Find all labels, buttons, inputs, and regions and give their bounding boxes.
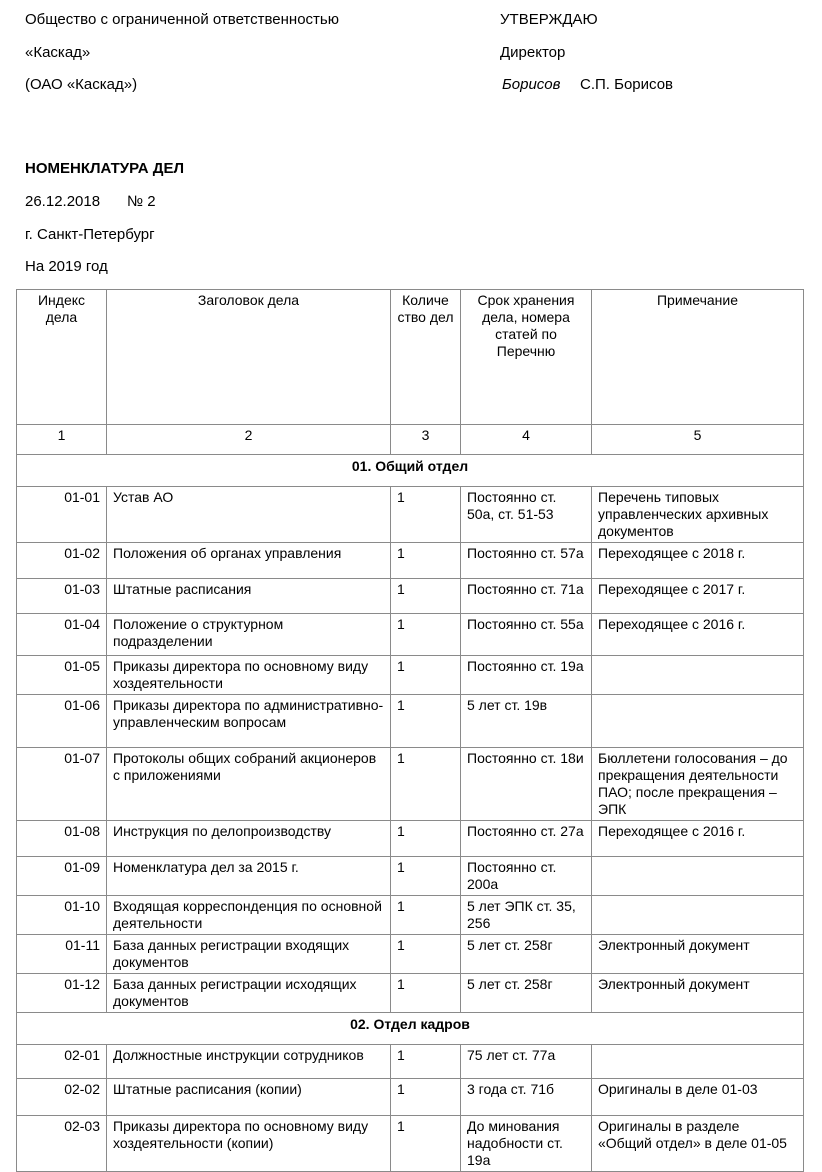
cell-title: Устав АО	[107, 487, 391, 543]
cell-index: 02-02	[17, 1079, 107, 1116]
cell-count: 1	[391, 974, 461, 1013]
cell-term: Постоянно ст. 50а, ст. 51-53	[461, 487, 592, 543]
header-note: Примечание	[592, 290, 804, 425]
cell-title: Номенклатура дел за 2015 г.	[107, 857, 391, 896]
cell-title: База данных регистрации исходящих документов	[107, 974, 391, 1013]
signer-position: Директор	[500, 44, 566, 61]
cell-index: 02-03	[17, 1116, 107, 1172]
document-year: На 2019 год	[25, 258, 108, 275]
table-row	[17, 935, 804, 974]
header-index: Индекс дела	[17, 290, 107, 425]
cell-term: Постоянно ст. 19а	[461, 656, 592, 695]
cell-title: Приказы директора по основному виду хоздеятельности	[107, 656, 391, 695]
cell-term: До минования надобности ст. 19а	[461, 1116, 592, 1172]
org-name-line2: «Каскад»	[25, 44, 91, 61]
cell-index: 01-03	[17, 579, 107, 614]
cell-index: 01-09	[17, 857, 107, 896]
cell-term: Постоянно ст. 200а	[461, 857, 592, 896]
cell-count: 1	[391, 1045, 461, 1079]
cell-count: 1	[391, 614, 461, 656]
cell-index: 01-11	[17, 935, 107, 974]
cell-index: 01-02	[17, 543, 107, 579]
cell-count: 1	[391, 1116, 461, 1172]
col-number: 3	[391, 425, 461, 455]
org-name-line1: Общество с ограниченной ответственностью	[25, 11, 339, 28]
cell-note: Оригиналы в разделе «Общий отдел» в деле 01-05	[592, 1116, 804, 1172]
col-number: 4	[461, 425, 592, 455]
cell-title: База данных регистрации входящих документов	[107, 935, 391, 974]
org-name-line3: (ОАО «Каскад»)	[25, 76, 138, 93]
cell-index: 01-07	[17, 748, 107, 821]
cell-note: Бюллетени голосования – до прекращения деятельности ПАО; после прекращения – ЭПК	[592, 748, 804, 821]
table-row	[17, 1116, 804, 1172]
cell-count: 1	[391, 579, 461, 614]
signer-name: С.П. Борисов	[580, 76, 674, 93]
cell-note	[592, 656, 804, 695]
header-term: Срок хранения дела, номера статей по Перечню	[461, 290, 592, 425]
cell-count: 1	[391, 543, 461, 579]
cell-term: 3 года ст. 71б	[461, 1079, 592, 1116]
document-city: г. Санкт-Петербург	[25, 226, 155, 243]
cell-index: 01-04	[17, 614, 107, 656]
section-row	[17, 1013, 804, 1045]
cell-title: Протоколы общих собраний акционеров с приложениями	[107, 748, 391, 821]
header-title: Заголовок дела	[107, 290, 391, 425]
cell-note: Переходящее с 2016 г.	[592, 821, 804, 857]
table-row	[17, 579, 804, 614]
col-number: 2	[107, 425, 391, 455]
nomenclature-table	[16, 289, 804, 1172]
table-row	[17, 974, 804, 1013]
cell-count: 1	[391, 695, 461, 748]
cell-index: 02-01	[17, 1045, 107, 1079]
cell-count: 1	[391, 1079, 461, 1116]
table-row	[17, 821, 804, 857]
document-title: НОМЕНКЛАТУРА ДЕЛ	[25, 160, 184, 177]
table-row	[17, 1045, 804, 1079]
cell-title: Входящая корреспонденция по основной деятельности	[107, 896, 391, 935]
cell-title: Должностные инструкции сотрудников	[107, 1045, 391, 1079]
cell-note	[592, 857, 804, 896]
cell-count: 1	[391, 935, 461, 974]
cell-term: Постоянно ст. 55а	[461, 614, 592, 656]
cell-note: Оригиналы в деле 01-03	[592, 1079, 804, 1116]
table-row	[17, 896, 804, 935]
signature: Борисов	[502, 76, 561, 93]
cell-title: Штатные расписания (копии)	[107, 1079, 391, 1116]
cell-count: 1	[391, 748, 461, 821]
cell-title: Положения об органах управления	[107, 543, 391, 579]
header-count: Количе ство дел	[391, 290, 461, 425]
cell-title: Инструкция по делопроизводству	[107, 821, 391, 857]
cell-term: 5 лет ст. 19в	[461, 695, 592, 748]
cell-index: 01-08	[17, 821, 107, 857]
column-number-row	[17, 425, 804, 455]
cell-index: 01-05	[17, 656, 107, 695]
section-row	[17, 455, 804, 487]
document-number: № 2	[127, 193, 156, 210]
cell-note	[592, 1045, 804, 1079]
cell-note: Переходящее с 2018 г.	[592, 543, 804, 579]
table-row	[17, 695, 804, 748]
cell-title: Приказы директора по основному виду хоздеятельности (копии)	[107, 1116, 391, 1172]
cell-term: 5 лет ст. 258г	[461, 974, 592, 1013]
cell-term: Постоянно ст. 18и	[461, 748, 592, 821]
cell-index: 01-10	[17, 896, 107, 935]
section-title: 01. Общий отдел	[17, 455, 804, 487]
cell-term: Постоянно ст. 71а	[461, 579, 592, 614]
cell-term: 5 лет ст. 258г	[461, 935, 592, 974]
table-header-row	[17, 290, 804, 425]
cell-term: 75 лет ст. 77а	[461, 1045, 592, 1079]
col-number: 5	[592, 425, 804, 455]
table-row	[17, 857, 804, 896]
cell-count: 1	[391, 656, 461, 695]
table-row	[17, 487, 804, 543]
cell-term: Постоянно ст. 27а	[461, 821, 592, 857]
cell-index: 01-06	[17, 695, 107, 748]
table-row	[17, 614, 804, 656]
cell-note	[592, 695, 804, 748]
table-row	[17, 656, 804, 695]
table-row	[17, 1079, 804, 1116]
table-row	[17, 748, 804, 821]
section-title: 02. Отдел кадров	[17, 1013, 804, 1045]
cell-title: Штатные расписания	[107, 579, 391, 614]
cell-count: 1	[391, 821, 461, 857]
cell-note: Переходящее с 2016 г.	[592, 614, 804, 656]
cell-note: Электронный документ	[592, 974, 804, 1013]
approve-label: УТВЕРЖДАЮ	[500, 11, 598, 28]
col-number: 1	[17, 425, 107, 455]
cell-title: Положение о структурном подразделении	[107, 614, 391, 656]
cell-term: Постоянно ст. 57а	[461, 543, 592, 579]
cell-count: 1	[391, 857, 461, 896]
cell-index: 01-01	[17, 487, 107, 543]
cell-count: 1	[391, 487, 461, 543]
document-date: 26.12.2018	[25, 193, 101, 210]
table-row	[17, 543, 804, 579]
cell-note	[592, 896, 804, 935]
cell-term: 5 лет ЭПК ст. 35, 256	[461, 896, 592, 935]
cell-index: 01-12	[17, 974, 107, 1013]
cell-note: Перечень типовых управленческих архивных документов	[592, 487, 804, 543]
cell-note: Переходящее с 2017 г.	[592, 579, 804, 614]
cell-title: Приказы директора по административно-управленческим вопросам	[107, 695, 391, 748]
cell-note: Электронный документ	[592, 935, 804, 974]
cell-count: 1	[391, 896, 461, 935]
